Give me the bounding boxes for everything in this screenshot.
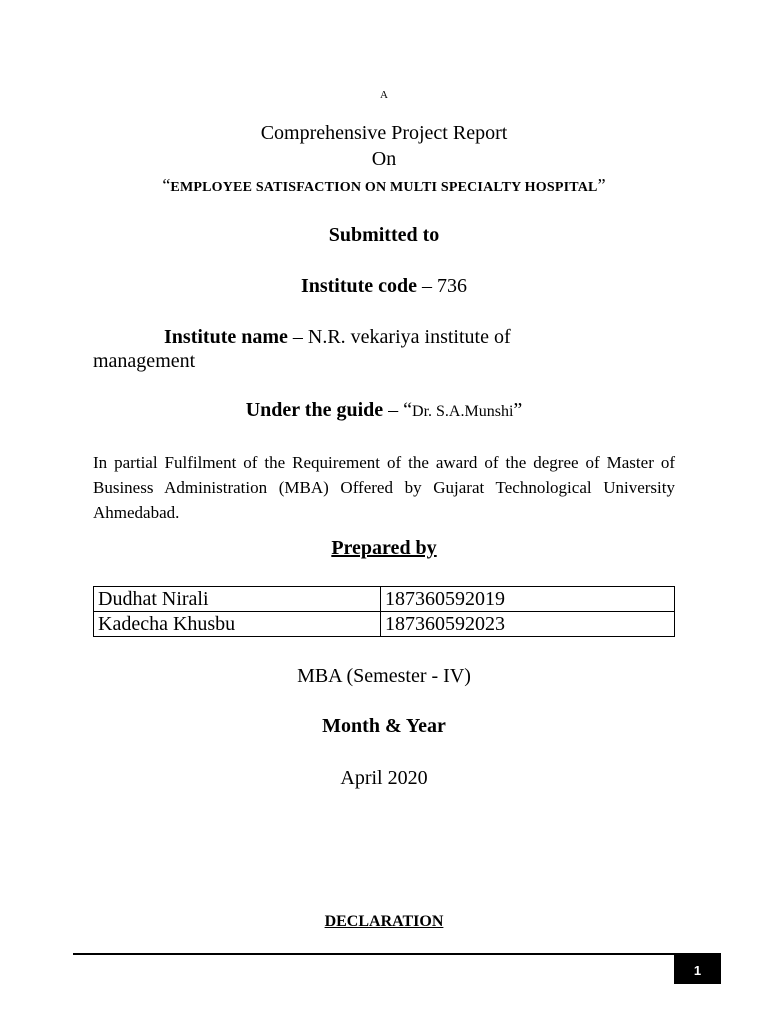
report-title-on: On bbox=[371, 148, 397, 170]
guide-name: Dr. S.A.Munshi bbox=[412, 403, 514, 420]
prepared-by-heading: Prepared by bbox=[331, 537, 437, 559]
project-title bbox=[0, 175, 768, 196]
project-title-text: EMPLOYEE SATISFACTION ON MULTI SPECIALTY HOSPITAL bbox=[170, 180, 598, 195]
quote-open: “ bbox=[162, 175, 171, 195]
institute-code-line bbox=[0, 275, 768, 298]
student-id: 187360592023 bbox=[381, 612, 675, 637]
institute-name-value: – N.R. vekariya institute of bbox=[287, 326, 511, 348]
institute-code-label: Institute code bbox=[300, 275, 418, 297]
guide-label: Under the guide bbox=[245, 399, 384, 421]
footer-divider bbox=[73, 953, 721, 955]
semester-text: MBA (Semester - IV) bbox=[297, 665, 471, 687]
guide-quote-open: “ bbox=[403, 399, 413, 421]
table-row bbox=[94, 587, 675, 612]
month-year-value: April 2020 bbox=[340, 767, 428, 789]
quote-close: ” bbox=[597, 175, 606, 195]
institute-name-value-cont: management bbox=[93, 350, 196, 372]
student-id: 187360592019 bbox=[381, 587, 675, 612]
submitted-to-heading: Submitted to bbox=[328, 224, 440, 246]
table-row bbox=[94, 612, 675, 637]
report-title: Comprehensive Project Report bbox=[260, 122, 508, 144]
fulfilment-paragraph: In partial Fulfilment of the Requirement of the award of the degree of Master of Business Administration (MBA) Offered by Gujarat Technological University Ahmedabad. bbox=[93, 453, 675, 522]
institute-code-value: – 736 bbox=[417, 275, 468, 297]
institute-name-line bbox=[93, 325, 593, 373]
article-a: A bbox=[380, 89, 388, 101]
student-name: Dudhat Nirali bbox=[94, 587, 381, 612]
institute-name-label: Institute name bbox=[164, 326, 288, 348]
guide-dash: – bbox=[383, 399, 404, 421]
student-name: Kadecha Khusbu bbox=[94, 612, 381, 637]
guide-quote-close: ” bbox=[513, 399, 523, 421]
month-year-label: Month & Year bbox=[322, 715, 446, 737]
page-number-badge: 1 bbox=[674, 955, 721, 984]
students-table bbox=[93, 586, 675, 637]
declaration-heading: DECLARATION bbox=[324, 913, 444, 930]
guide-line bbox=[0, 399, 768, 422]
